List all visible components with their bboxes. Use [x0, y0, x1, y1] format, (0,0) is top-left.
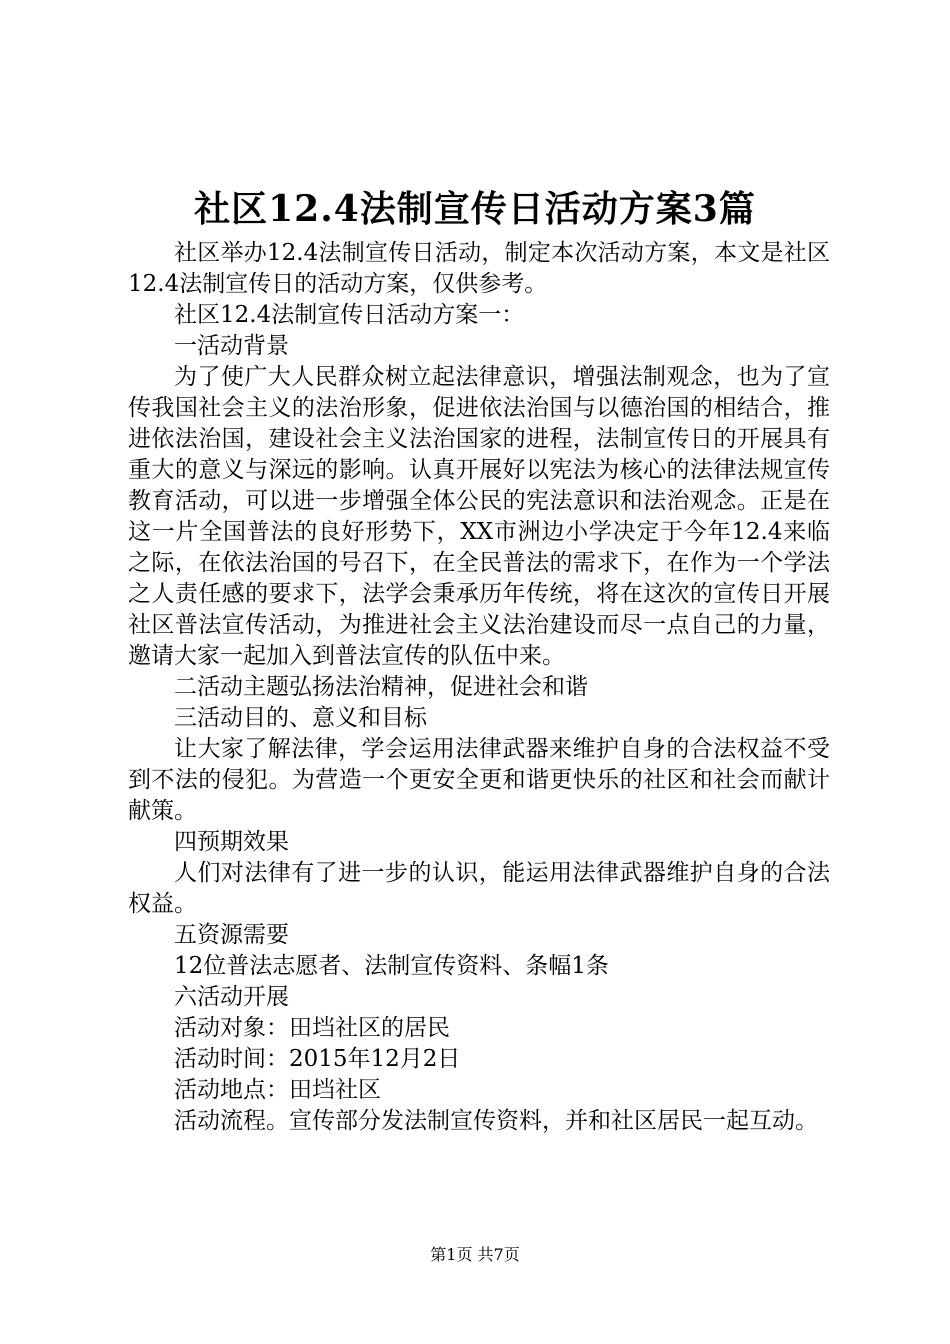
document-title: 社区12.4法制宣传日活动方案3篇: [194, 188, 756, 230]
plan-heading: 社区12.4法制宣传日活动方案一：: [174, 302, 525, 328]
section-heading-background: 一活动背景: [174, 333, 289, 359]
section-heading-theme: 二活动主题弘扬法治精神，促进社会和谐: [174, 674, 588, 700]
section-heading-resources: 五资源需要: [174, 922, 289, 948]
purpose-paragraph: 让大家了解法律，学会运用法律武器来维护自身的合法权益不受到不法的侵犯。为营造一个更安全更和谐更快乐的社区和社会而献计献策。: [128, 736, 830, 824]
activity-target: 活动对象：田垱社区的居民: [174, 1015, 450, 1041]
activity-location: 活动地点：田垱社区: [174, 1077, 381, 1103]
resources-paragraph: 12位普法志愿者、法制宣传资料、条幅1条: [174, 953, 609, 979]
background-paragraph: 为了使广大人民群众树立起法律意识，增强法制观念，也为了宣传我国社会主义的法治形象，促进依法治国与以德治国的相结合，推进依法治国，建设社会主义法治国家的进程，法制宣传日的开展具有重大的意义与深远的影响。认真开展好以宪法为核心的法律法规宣传教育活动，可以进一步增强全体公民的宪法意识和法治观念。正是在这一片全国普法的良好形势下，XX市洲边小学决定于今年12.4来临之际，在依法治国的号召下，在全民普法的需求下，在作为一个学法之人责任感的要求下，法学会秉承历年传统，将在这次的宣传日开展社区普法宣传活动，为推进社会主义法治建设而尽一点自己的力量，邀请大家一起加入到普法宣传的队伍中来。: [128, 364, 830, 669]
activity-process: 活动流程。宣传部分发法制宣传资料，并和社区居民一起互动。: [174, 1108, 818, 1134]
page-footer: 第1页 共7页: [430, 1245, 520, 1264]
activity-time: 活动时间：2015年12月2日: [174, 1046, 461, 1072]
section-heading-activity: 六活动开展: [174, 984, 289, 1010]
section-heading-effect: 四预期效果: [174, 829, 289, 855]
document-body: [128, 238, 830, 1137]
intro-paragraph: 社区举办12.4法制宣传日活动，制定本次活动方案，本文是社区12.4法制宣传日的活动方案，仅供参考。: [128, 240, 830, 297]
section-heading-purpose: 三活动目的、意义和目标: [174, 705, 427, 731]
effect-paragraph: 人们对法律有了进一步的认识，能运用法律武器维护自身的合法权益。: [128, 860, 830, 917]
